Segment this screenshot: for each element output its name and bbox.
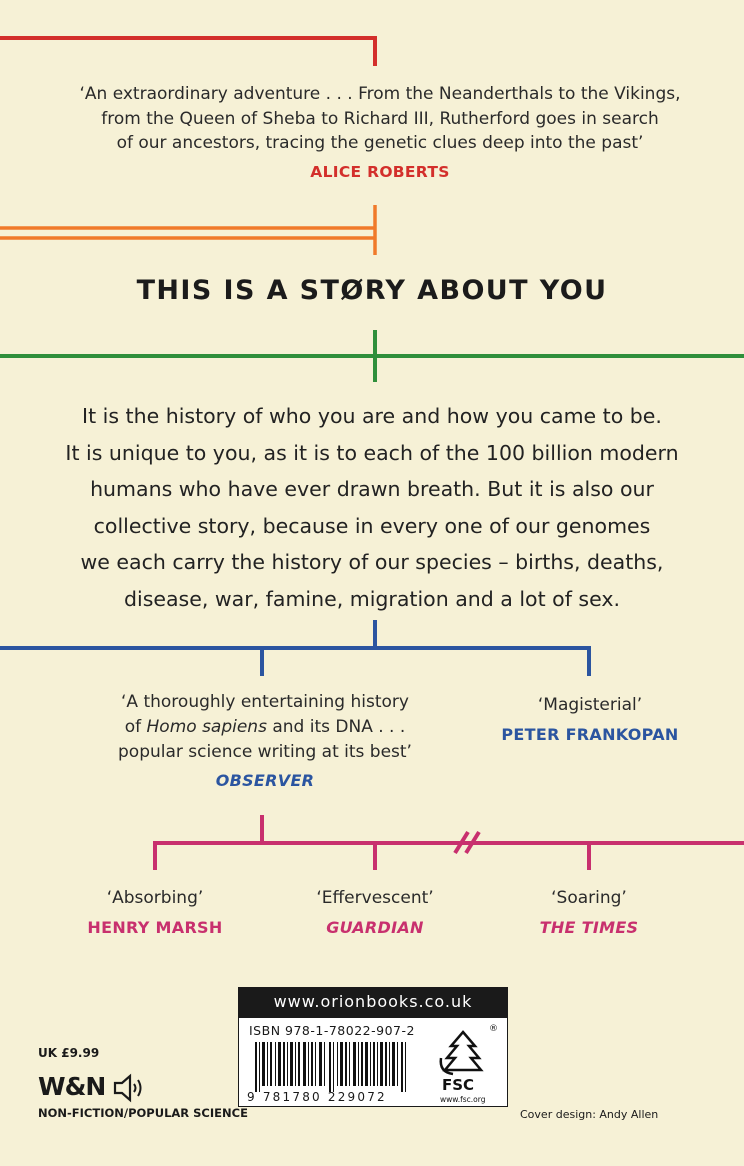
quote-text: of	[124, 717, 147, 737]
barcode-panel	[238, 1017, 508, 1107]
publisher-logo: W&N	[38, 1072, 106, 1101]
barcode-digits: 9 781780 229072	[247, 1090, 387, 1104]
observer-quote	[90, 690, 440, 793]
quote-line: ‘A thoroughly entertaining history	[121, 692, 409, 712]
blue-branch	[0, 620, 590, 676]
price: UK £9.99	[38, 1046, 100, 1060]
quote-line: popular science writing at its best’	[118, 742, 412, 762]
magisterial-quote: ‘Magisterial’	[537, 695, 643, 715]
fsc-url: www.fsc.org	[440, 1095, 486, 1104]
publisher-url: www.orionbooks.co.uk	[238, 987, 508, 1017]
body-line: humans who have ever drawn breath. But it is also our	[90, 477, 654, 501]
pink-branch	[153, 815, 744, 870]
quote-emphasis: Homo sapiens	[146, 717, 267, 737]
green-branch	[0, 330, 744, 382]
speaker-icon	[112, 1073, 148, 1103]
body-line: we each carry the history of our species – births, deaths,	[80, 550, 664, 574]
guardian-attribution: GUARDIAN	[326, 918, 424, 937]
top-quote-line: ‘An extraordinary adventure . . . From the Neanderthals to the Vikings,	[79, 84, 681, 104]
quote-line	[90, 715, 440, 740]
category-label: NON-FICTION/POPULAR SCIENCE	[38, 1106, 248, 1120]
fsc-tree-icon	[435, 1028, 491, 1076]
frankopan-attribution: PETER FRANKOPAN	[501, 725, 679, 744]
body-text	[40, 398, 704, 617]
isbn-text: ISBN 978-1-78022-907-2	[249, 1023, 415, 1038]
effervescent-quote: ‘Effervescent’	[316, 888, 434, 908]
absorbing-quote: ‘Absorbing’	[106, 888, 204, 908]
red-branch	[0, 36, 376, 66]
body-line: collective story, because in every one of our genomes	[93, 513, 651, 538]
times-attribution: THE TIMES	[539, 918, 639, 937]
quote-text: and its DNA . . .	[266, 717, 406, 737]
fsc-registered-mark: ®	[489, 1024, 498, 1034]
top-quote-line: of our ancestors, tracing the genetic clues deep into the past’	[116, 133, 644, 153]
marsh-attribution: HENRY MARSH	[87, 918, 223, 937]
body-line: disease, war, famine, migration and a lot of sex.	[123, 586, 621, 611]
body-line: It is unique to you, as it is to each of the 100 billion modern	[65, 440, 679, 465]
body-line: It is the history of who you are and how you came to be.	[82, 404, 662, 428]
top-quote-attribution: ALICE ROBERTS	[310, 162, 450, 181]
headline: THIS IS A STØRY ABOUT YOU	[136, 275, 608, 306]
soaring-quote: ‘Soaring’	[551, 888, 627, 908]
observer-attribution: OBSERVER	[215, 771, 315, 790]
orange-branch	[0, 205, 376, 255]
barcode	[249, 1042, 419, 1092]
top-quote	[60, 82, 700, 184]
fsc-label: FSC	[442, 1076, 475, 1094]
top-quote-line: from the Queen of Sheba to Richard III, Rutherford goes in search	[101, 108, 659, 129]
cover-credit: Cover design: Andy Allen	[520, 1108, 659, 1121]
